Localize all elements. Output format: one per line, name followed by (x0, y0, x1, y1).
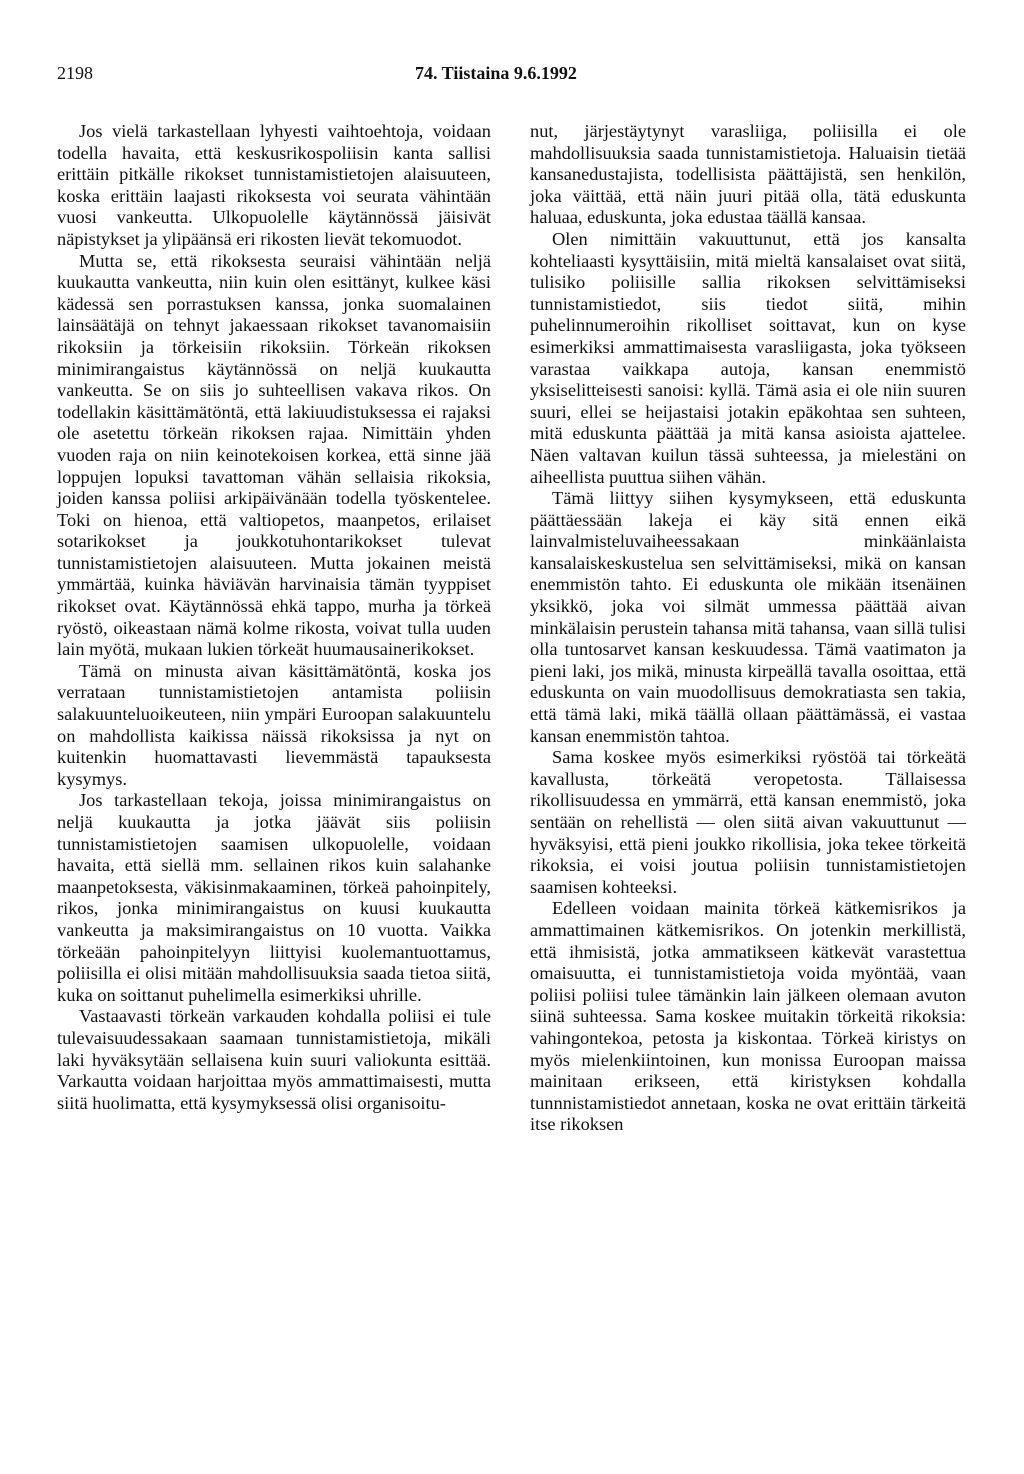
paragraph: Tämä on minusta aivan käsittämätöntä, koska jos verrataan tunnistamistietojen antamista poliisin salakuunteluoikeuteen, niin ympäri Euroopan salakuuntelu on mahdollista kaikissa näissä rikoksissa ja nyt on kuitenkin huomattavasti lievemmästä tapauksesta kysymys. (57, 660, 491, 789)
paragraph: Mutta se, että rikoksesta seuraisi vähintään neljä kuukautta vankeutta, niin kuin olen esittänyt, kulkee käsi kädessä sen porrastuksen kanssa, jonka suomalainen lainsäätäjä on tehnyt jakaessaan rikokset tavanomaisiin rikoksiin ja törkeisiin rikoksiin. Törkeän rikoksen minimirangaistus käytännössä on neljä kuukautta vankeutta. Se on siis jo suhteellisen vakava rikos. On todellakin käsittämätöntä, että lakiuudistuksessa ei rajaksi ole asetettu törkeän rikoksen rajaa. Nimittäin yhden vuoden raja on niin keinotekoisen korkea, että sinne jää loppujen lopuksi tavattoman vähän sellaisia rikoksia, joiden kanssa poliisi arkipäivänään todella työskentelee. Toki on hienoa, että valtiopetos, maanpetos, erilaiset sotarikokset ja joukkotuhontarikokset tulevat tunnistamistietojen alaisuuteen. Mutta jokainen meistä ymmärtää, kuinka häviävän harvinaisia tämän tyyppiset rikokset ovat. Käytännössä ehkä tappo, murha ja törkeä ryöstö, oikeastaan nämä kolme rikosta, voivat tulla uuden lain myötä, mukaan lukien törkeät huumausainerikokset. (57, 250, 491, 660)
right-column (530, 121, 966, 1136)
paragraph: Vastaavasti törkeän varkauden kohdalla poliisi ei tule tulevaisuudessakaan saamaan tunnistamistietoja, mikäli laki hyväksytään sellaisena kuin suuri valiokunta esittää. Varkautta voidaan harjoittaa myös ammattimaisesti, mutta siitä huolimatta, että kysymyksessä olisi organisoitu- (57, 1006, 491, 1113)
paragraph: Olen nimittäin vakuuttunut, että jos kansalta kohteliaasti kysyttäisiin, mitä mieltä kansalaiset ovat siitä, tulisiko poliisille sallia rikoksen selvittämiseksi tunnistamistiedot, siis tiedot siitä, mihin puhelinnumeroihin rikolliset soittavat, kun on kyse esimerkiksi ammattimaisesta varasliigasta, joka työkseen varastaa vaikkapa autoja, kansan enemmistö yksiselitteisesti sanoisi: kyllä. Tämä asia ei ole niin suuren suuri, ellei se heijastaisi jotakin epäkohtaa sen suhteen, mitä eduskunta päättää ja mitä kansa asioista ajattelee. Näen valtavan kuilun tässä suhteessa, ja mielestäni on aiheellista puuttua siihen vähän. (530, 228, 966, 487)
page-number: 2198 (57, 63, 93, 83)
paragraph: Jos tarkastellaan tekoja, joissa minimirangaistus on neljä kuukautta ja jotka jäävät siis poliisin tunnistamistietojen saamisen ulkopuolelle, voidaan havaita, että siellä mm. sellainen rikos kuin salahanke maanpetoksesta, väkisinmakaaminen, törkeä pahoinpitely, rikos, jonka minimirangaistus on kuusi kuukautta vankeutta ja maksimirangaistus on 10 vuotta. Vaikka törkeään pahoinpitelyyn liittyisi kuolemantuottamus, poliisilla ei olisi mitään mahdollisuuksia saada tietoa siitä, kuka on soittanut puhelimella esimerkiksi uhrille. (57, 790, 491, 1005)
paragraph: Edelleen voidaan mainita törkeä kätkemisrikos ja ammattimainen kätkemisrikos. On jotenkin merkillistä, että ihmisistä, jotka ammatikseen kätkevät varastettua omaisuutta, ei tunnistamistietoja voida myöntää, vaan poliisi poliisi tulee tämänkin lain jälkeen olemaan avuton siinä suhteessa. Sama koskee muitakin törkeitä rikoksia: vahingontekoa, petosta ja kiskontaa. Törkeä kiristys on myös mielenkiintoinen, kun monissa Euroopan maissa mainitaan erikseen, että kiristyksen kohdalla tunnnistamistiedot annetaan, koska ne ovat erittäin tärkeitä itse rikoksen (530, 898, 966, 1135)
paragraph: nut, järjestäytynyt varasliiga, poliisilla ei ole mahdollisuuksia saada tunnistamistietoja. Haluaisin tietää kansanedustajista, todellisista päättäjistä, sen henkilön, joka väittää, että näin juuri pitää olla, tätä eduskunta haluaa, eduskunta, joka edustaa täällä kansaa. (530, 121, 966, 228)
paragraph: Jos vielä tarkastellaan lyhyesti vaihtoehtoja, voidaan todella havaita, että keskusrikospoliisin kanta sallisi erittäin pitkälle rikokset tunnistamistietojen alaisuuteen, koska erittäin laajasti rikoksesta voi seurata vähintään vuosi vankeutta. Ulkopuolelle käytännössä jäisivät näpistykset ja ylipäänsä eri rikosten lievät tekomuodot. (57, 121, 491, 249)
paragraph: Sama koskee myös esimerkiksi ryöstöä tai törkeätä kavallusta, törkeätä veropetosta. Tällaisessa rikollisuudessa en ymmärrä, että kansan enemmistö, joka sentään on rehellistä — olen siitä aivan vakuuttunut — hyväksyisi, että pieni joukko rikollisia, joka tekee törkeitä rikoksia, ei voisi joutua poliisin tunnistamistietojen saamisen kohteeksi. (530, 747, 966, 897)
issue-date: 74. Tiistaina 9.6.1992 (415, 63, 577, 83)
paragraph: Tämä liittyy siihen kysymykseen, että eduskunta päättäessään lakeja ei käy sitä ennen eikä lainvalmisteluvaiheessakaan minkäänlaista kansalaiskeskustelua sen selvittämiseksi, mikä on kansan enemmistön tahto. Ei eduskunta ole mikään itsenäinen yksikkö, joka voi silmät ummessa päättää aivan minkälaisin perustein tahansa mitä tahansa, vaan sillä tulisi olla tuntosarvet kansan keskuudessa. Tämä vaatimaton ja pieni laki, jos mikä, minusta kirpeällä tavalla osoittaa, että eduskunta on vain muodollisuus demokratiasta sen takia, että tämä laki, mikä täällä ollaan päättämässä, ei vastaa kansan enemmistön tahtoa. (530, 488, 966, 746)
left-column (57, 121, 491, 1114)
